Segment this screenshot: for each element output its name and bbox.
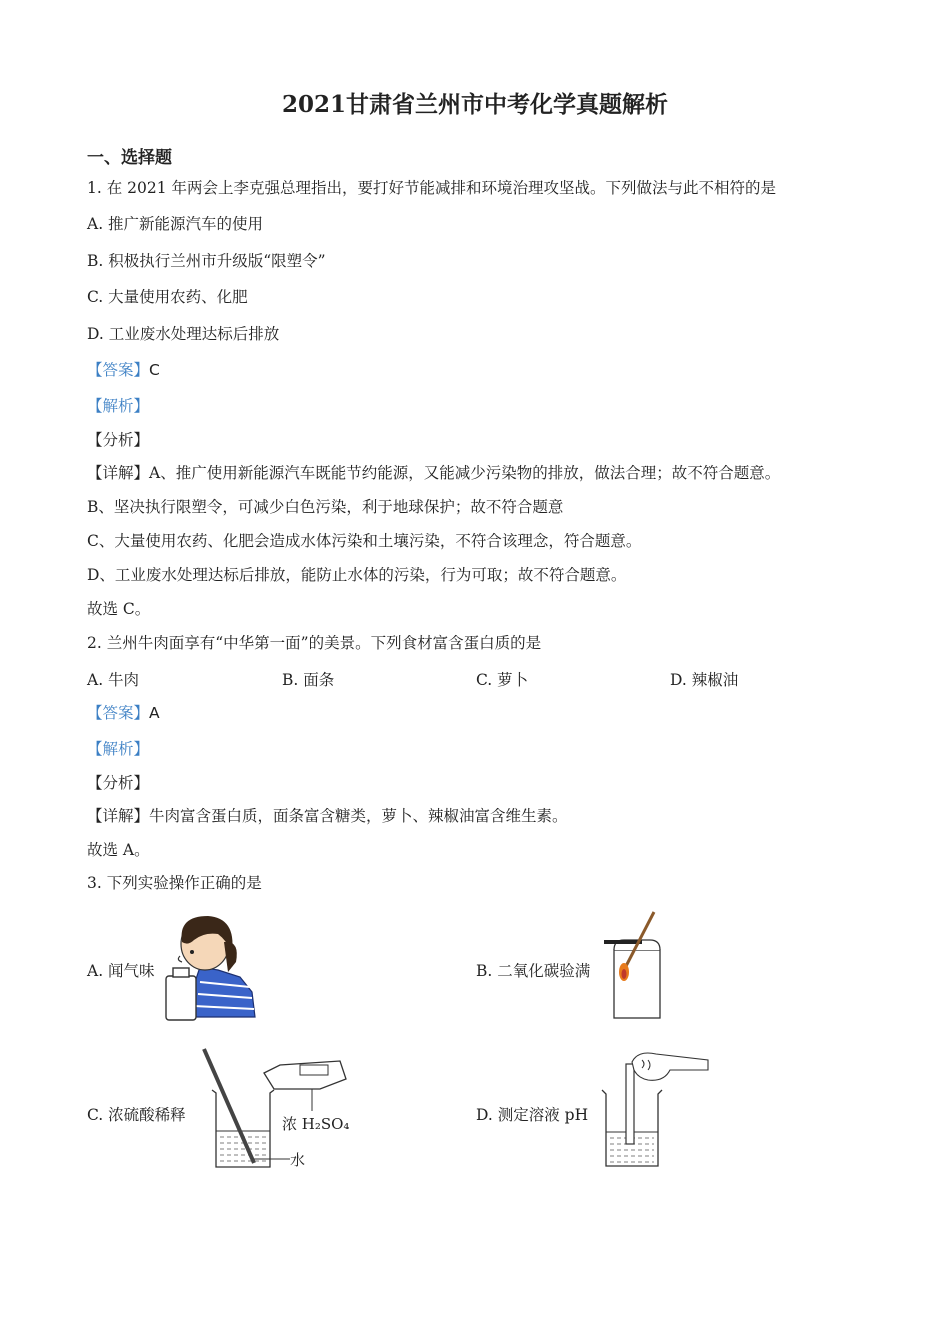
water-label: 水 <box>290 1151 306 1169</box>
q2-option-c: C. 萝卜 <box>476 671 529 689</box>
q1-option-b: B. 积极执行兰州市升级版“限塑令” <box>87 252 326 270</box>
q1-detail-a <box>87 462 780 484</box>
q3-option-a: A. 闻气味 <box>87 962 155 980</box>
smell-gas-illustration <box>160 912 255 1024</box>
q1-conclusion: 故选 C。 <box>87 600 151 618</box>
q3-option-c: C. 浓硫酸稀释 <box>87 1106 186 1124</box>
q2-stem: 2. 兰州牛肉面享有“中华第一面”的美景。下列食材富含蛋白质的是 <box>87 634 542 652</box>
q2-answer <box>87 702 160 724</box>
answer-value: A <box>149 704 160 722</box>
q1-stem: 1. 在 2021 年两会上李克强总理指出，要打好节能减排和环境治理攻坚战。下列做法与此不相符的是 <box>87 179 777 197</box>
q3-option-d: D. 测定溶液 pH <box>476 1106 589 1124</box>
q2-option-a: A. 牛肉 <box>87 671 140 689</box>
q1-analysis-tag: 【解析】 <box>87 397 150 415</box>
q2-fenxi: 【分析】 <box>87 774 150 792</box>
q1-answer <box>87 359 160 381</box>
acid-label: 浓 H₂SO₄ <box>282 1115 350 1133</box>
detail-text: A、推广使用新能源汽车既能节约能源，又能减少污染物的排放，做法合理；故不符合题意。 <box>149 464 781 482</box>
q2-option-d: D. 辣椒油 <box>670 671 739 689</box>
detail-text: 牛肉富含蛋白质，面条富含糖类，萝卜、辣椒油富含维生素。 <box>149 807 568 825</box>
q2-analysis-tag: 【解析】 <box>87 740 150 758</box>
page-title: 2021甘肃省兰州市中考化学真题解析 <box>281 91 668 118</box>
answer-tag: 【答案】 <box>87 361 150 379</box>
co2-check-illustration <box>602 910 667 1025</box>
detail-tag: 【详解】 <box>87 464 150 482</box>
measure-ph-illustration <box>598 1048 710 1170</box>
q1-option-c: C. 大量使用农药、化肥 <box>87 288 248 306</box>
q1-option-d: D. 工业废水处理达标后排放 <box>87 325 280 343</box>
q1-detail-d: D、工业废水处理达标后排放，能防止水体的污染，行为可取；故不符合题意。 <box>87 566 627 584</box>
section-heading: 一、选择题 <box>87 148 172 168</box>
q3-stem: 3. 下列实验操作正确的是 <box>87 874 262 892</box>
dilute-acid-illustration <box>200 1045 360 1173</box>
q2-conclusion: 故选 A。 <box>87 841 150 859</box>
detail-tag: 【详解】 <box>87 807 150 825</box>
q1-option-a: A. 推广新能源汽车的使用 <box>87 215 264 233</box>
q1-fenxi: 【分析】 <box>87 431 150 449</box>
answer-value: C <box>149 361 160 379</box>
q2-detail <box>87 805 568 827</box>
q3-option-b: B. 二氧化碳验满 <box>476 962 591 980</box>
answer-tag: 【答案】 <box>87 704 150 722</box>
q2-option-b: B. 面条 <box>282 671 335 689</box>
q1-detail-c: C、大量使用农药、化肥会造成水体污染和土壤污染，不符合该理念，符合题意。 <box>87 532 642 550</box>
q1-detail-b: B、坚决执行限塑令，可减少白色污染，利于地球保护；故不符合题意 <box>87 498 564 516</box>
